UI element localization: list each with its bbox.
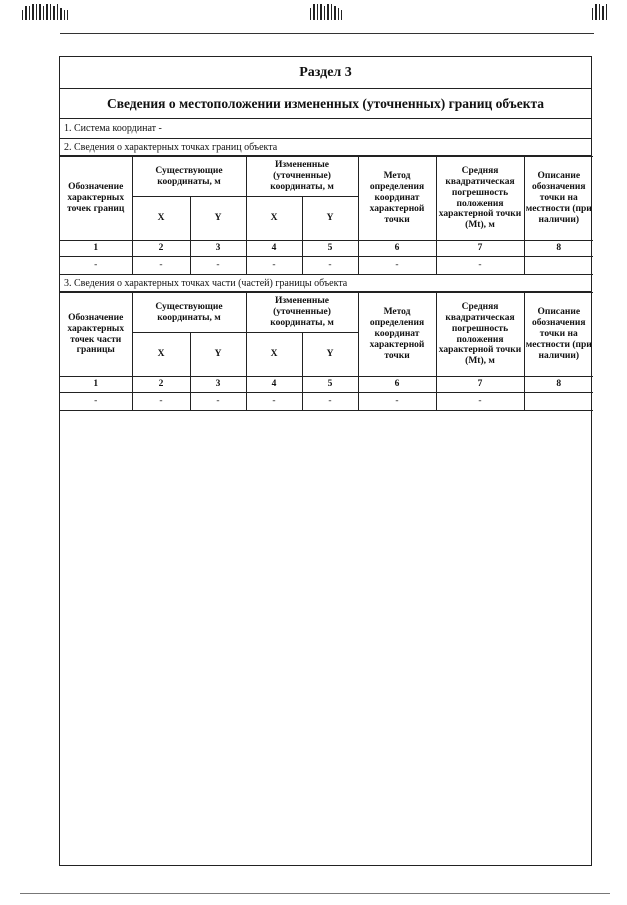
barcode-middle bbox=[310, 4, 344, 20]
section-frame bbox=[59, 56, 592, 866]
col-changed-x: X bbox=[246, 197, 302, 241]
table-cell: - bbox=[302, 257, 358, 275]
table-cell: - bbox=[436, 393, 524, 411]
col-method: Метод определения координат характерной точки bbox=[358, 157, 436, 241]
table2-caption: 3. Сведения о характерных точках части (частей) границы объекта bbox=[60, 275, 591, 292]
column-number: 2 bbox=[132, 377, 190, 393]
col-error: Средняя квадратическая погрешность положения характерной точки (Mt), м bbox=[436, 293, 524, 377]
column-number: 4 bbox=[246, 241, 302, 257]
coordinate-system: 1. Система координат - bbox=[60, 119, 591, 139]
col-description: Описание обозначения точки на местности (при наличии) bbox=[524, 293, 593, 377]
column-number: 7 bbox=[436, 241, 524, 257]
table-cell: - bbox=[358, 257, 436, 275]
section-subtitle: Сведения о местоположении измененных (уточненных) границ объекта bbox=[60, 89, 591, 119]
table-cell: - bbox=[246, 393, 302, 411]
column-number: 8 bbox=[524, 377, 593, 393]
table-cell bbox=[524, 393, 593, 411]
table-row bbox=[60, 393, 593, 411]
column-numbers-row bbox=[60, 241, 593, 257]
table-cell: - bbox=[246, 257, 302, 275]
column-number: 7 bbox=[436, 377, 524, 393]
col-existing-coordinates: Существующие координаты, м bbox=[132, 157, 246, 197]
table-cell: - bbox=[436, 257, 524, 275]
col-designation: Обозначение характерных точек границ bbox=[60, 157, 132, 241]
section-title: Раздел 3 bbox=[60, 57, 591, 89]
table-cell: - bbox=[190, 257, 246, 275]
col-changed-x: X bbox=[246, 333, 302, 377]
column-number: 3 bbox=[190, 241, 246, 257]
table-cell: - bbox=[190, 393, 246, 411]
table-row bbox=[60, 257, 593, 275]
col-method: Метод определения координат характерной точки bbox=[358, 293, 436, 377]
table-cell: - bbox=[132, 257, 190, 275]
column-number: 4 bbox=[246, 377, 302, 393]
column-number: 1 bbox=[60, 377, 132, 393]
table1-caption: 2. Сведения о характерных точках границ объекта bbox=[60, 139, 591, 156]
column-number: 2 bbox=[132, 241, 190, 257]
column-number: 5 bbox=[302, 377, 358, 393]
column-numbers-row bbox=[60, 377, 593, 393]
col-existing-y: Y bbox=[190, 197, 246, 241]
col-existing-coordinates: Существующие координаты, м bbox=[132, 293, 246, 333]
col-changed-y: Y bbox=[302, 333, 358, 377]
column-number: 6 bbox=[358, 241, 436, 257]
table-cell: - bbox=[132, 393, 190, 411]
col-changed-coordinates: Измененные (уточненные) координаты, м bbox=[246, 293, 358, 333]
column-number: 6 bbox=[358, 377, 436, 393]
table-cell: - bbox=[302, 393, 358, 411]
col-existing-y: Y bbox=[190, 333, 246, 377]
boundary-points-table bbox=[60, 156, 593, 275]
column-number: 3 bbox=[190, 377, 246, 393]
barcode-left bbox=[22, 4, 70, 20]
col-error: Средняя квадратическая погрешность положения характерной точки (Mt), м bbox=[436, 157, 524, 241]
table-cell: - bbox=[60, 393, 132, 411]
table-cell: - bbox=[60, 257, 132, 275]
column-number: 1 bbox=[60, 241, 132, 257]
top-rule bbox=[60, 33, 594, 34]
barcode-right bbox=[592, 4, 609, 20]
column-number: 5 bbox=[302, 241, 358, 257]
table-cell: - bbox=[358, 393, 436, 411]
col-changed-coordinates: Измененные (уточненные) координаты, м bbox=[246, 157, 358, 197]
col-designation: Обозначение характерных точек части границы bbox=[60, 293, 132, 377]
part-boundary-points-table bbox=[60, 292, 593, 411]
col-description: Описание обозначения точки на местности (при наличии) bbox=[524, 157, 593, 241]
col-changed-y: Y bbox=[302, 197, 358, 241]
column-number: 8 bbox=[524, 241, 593, 257]
table-cell bbox=[524, 257, 593, 275]
bottom-rule bbox=[20, 893, 610, 894]
col-existing-x: X bbox=[132, 197, 190, 241]
col-existing-x: X bbox=[132, 333, 190, 377]
